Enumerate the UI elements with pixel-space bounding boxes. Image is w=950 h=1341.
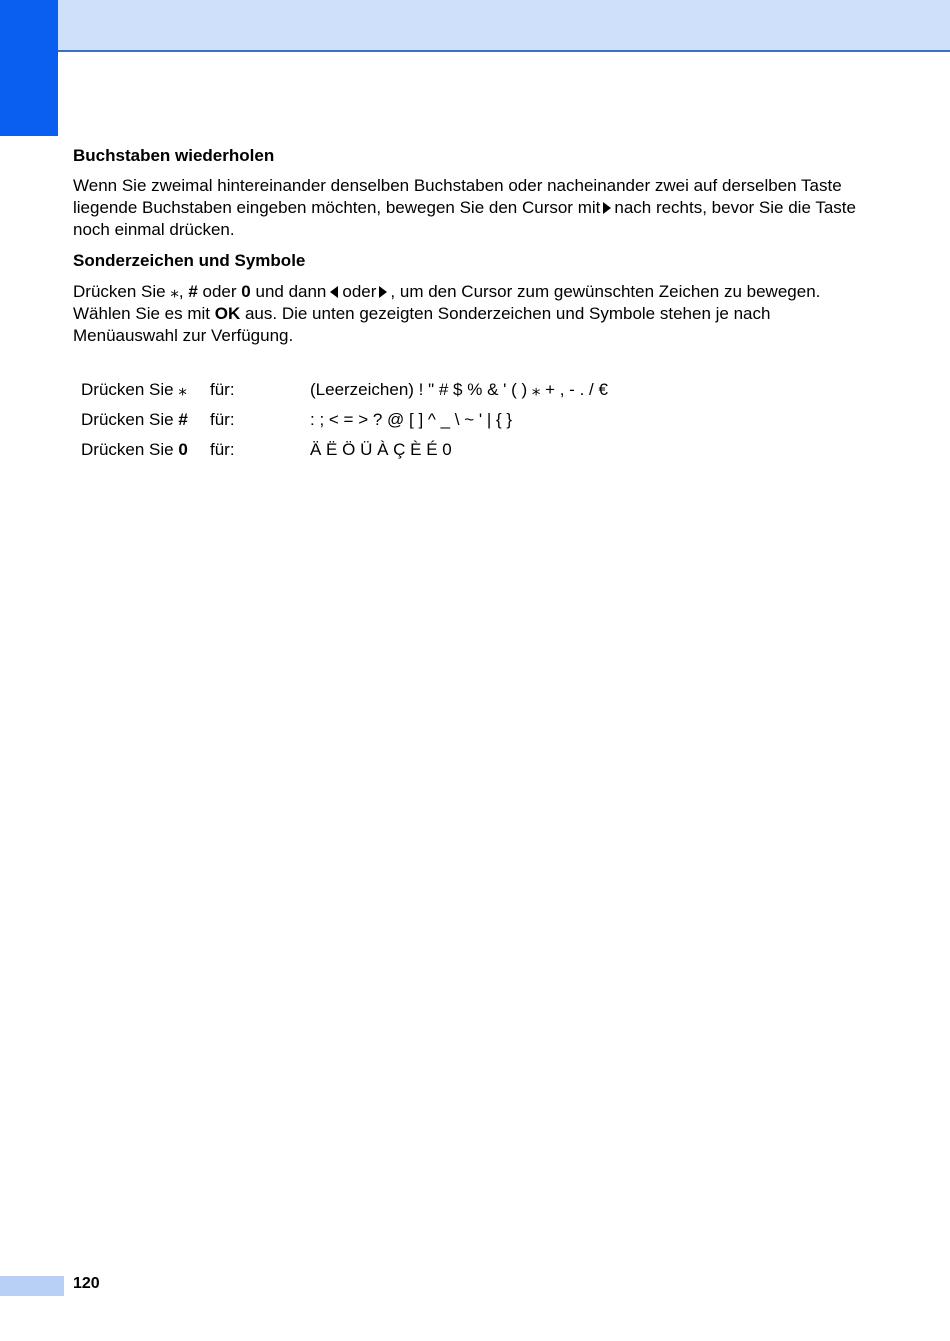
key-chars-cell: Ä Ë Ö Ü À Ç È É 0 — [310, 440, 452, 459]
body-text: , — [178, 282, 184, 301]
section-body-special — [73, 281, 873, 347]
star-key-icon: ⁎ — [178, 380, 187, 399]
key-for-cell: für: — [210, 440, 235, 459]
chapter-tab — [0, 0, 58, 136]
body-text: Wenn Sie zweimal hintereinander denselben Buchstaben oder nacheinander zwei auf derselben Taste liegende Buchstaben eingeben möchten, bewegen Sie den Cursor mit — [73, 176, 842, 217]
right-arrow-icon — [603, 202, 611, 214]
body-text: aus. Die unten gezeigten Sonderzeichen und Symbole stehen je nach Menüauswahl zur Verfügung. — [73, 304, 771, 345]
section-heading-special: Sonderzeichen und Symbole — [73, 251, 306, 270]
footer-band — [0, 1276, 64, 1296]
right-arrow-icon — [379, 286, 387, 298]
header-band — [58, 0, 950, 52]
body-text: oder — [202, 282, 237, 301]
key-chars-cell: : ; < = > ? @ [ ] ^ _ \ ~ ' | { } — [310, 410, 513, 429]
body-text: Drücken Sie — [73, 282, 166, 301]
zero-key: 0 — [178, 440, 188, 459]
body-text: oder — [342, 282, 377, 301]
key-for-cell: für: — [210, 410, 235, 429]
key-press-cell: Drücken Sie # — [81, 410, 188, 429]
key-press-cell: Drücken Sie ⁎ — [81, 380, 187, 399]
key-for-cell: für: — [210, 380, 235, 399]
body-text: , um den Cursor zum gewünschten Zeichen zu bewegen. Wählen Sie es mit — [73, 282, 821, 323]
hash-key: # — [178, 410, 188, 429]
body-text: und dann — [255, 282, 327, 301]
key-press-cell: Drücken Sie 0 — [81, 440, 188, 459]
page-number: 120 — [73, 1275, 100, 1292]
star-key-icon: ⁎ — [170, 282, 179, 301]
main-content — [73, 145, 873, 347]
ok-key: OK — [214, 304, 241, 323]
zero-key: 0 — [241, 282, 251, 301]
hash-key: # — [188, 282, 198, 301]
body-text: nach rechts, bevor Sie die Taste noch einmal drücken. — [73, 198, 856, 239]
section-body-repeat — [73, 175, 873, 241]
key-chars-cell: (Leerzeichen) ! " # $ % & ' ( ) ⁎ + , - . / € — [310, 380, 608, 399]
left-arrow-icon — [330, 286, 338, 298]
section-heading-repeat: Buchstaben wiederholen — [73, 146, 275, 165]
